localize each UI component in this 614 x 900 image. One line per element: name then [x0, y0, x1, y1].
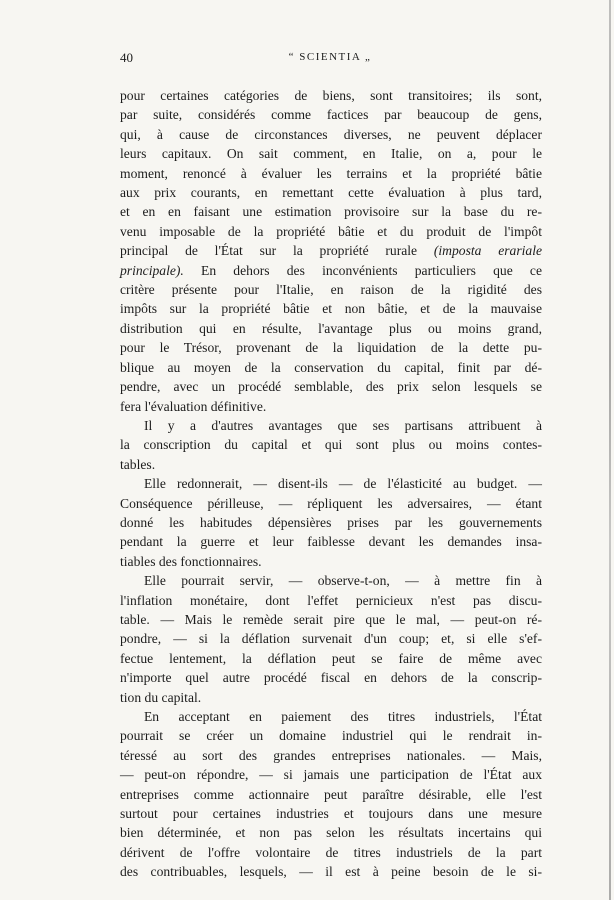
- text-line: distribution qui en résulte, l'avantage plus ou moins grand,: [120, 320, 542, 336]
- text-line: pendant la guerre et leur faiblesse devant les demandes insa-: [120, 534, 542, 550]
- text-line: leurs capitaux. On sait comment, en Italie, on a, pour le: [120, 146, 542, 162]
- text-line: n'importe quel autre procédé fiscal en dehors de la conscrip-: [120, 670, 542, 686]
- text-line: dérivent de l'offre volontaire de titres industriels de la part: [120, 844, 542, 860]
- paragraph-4: [120, 571, 542, 707]
- text-fragment: En dehors des inconvénients particuliers que ce: [201, 262, 542, 278]
- page-header: [120, 50, 540, 70]
- paragraph-5: [120, 707, 542, 882]
- text-line: et en en faisant une estimation provisoire sur la base du re-: [120, 204, 542, 220]
- text-line: donné les habitudes dépensières prises par les gouvernements: [120, 514, 542, 530]
- text-fragment: principal de l'État sur la propriété rurale: [120, 243, 418, 259]
- text-line: En acceptant en paiement des titres industriels, l'État: [144, 709, 542, 724]
- paragraph-2: [120, 416, 542, 474]
- text-line: tiables des fonctionnaires.: [120, 553, 262, 569]
- text-line: Elle pourrait servir, — observe-t-on, — à mettre fin à: [144, 573, 542, 589]
- text-line: la conscription du capital et qui sont plus ou moins contes-: [120, 437, 542, 453]
- text-line: pour certaines catégories de biens, sont transitoires; ils sont,: [120, 88, 542, 103]
- text-line: par suite, considérés comme factices par beaucoup de gens,: [120, 107, 542, 123]
- text-body: [120, 86, 542, 882]
- paragraph-3: [120, 474, 542, 571]
- text-line: surtout pour certaines industries et toujours dans une mesure: [120, 806, 542, 822]
- text-line: bien déterminée, et non pas selon les résultats incertains qui: [120, 825, 542, 841]
- text-line: Elle redonnerait, — disent-ils — de l'élasticité au budget. —: [144, 476, 542, 492]
- running-title: “ SCIENTIA „: [288, 51, 372, 63]
- text-line: tion du capital.: [120, 689, 202, 705]
- page-number: 40: [120, 50, 133, 65]
- scan-edge: [609, 0, 611, 900]
- text-line: qui, à cause de circonstances diverses, ne peuvent déplacer: [120, 126, 542, 142]
- text-line: aux prix courants, en remettant cette évaluation à plus tard,: [120, 185, 542, 201]
- text-line: Il y a d'autres avantages que ses partisans attribuent à: [144, 417, 542, 433]
- text-line: moment, renoncé à évaluer les terrains et la propriété bâtie: [120, 165, 542, 181]
- paragraph-1: [120, 86, 542, 416]
- text-line: pendre, avec un procédé semblable, des prix selon lesquels se: [120, 379, 542, 395]
- text-line: blique au moyen de la conservation du capital, finit par dé-: [120, 359, 542, 375]
- italic-term: principale).: [120, 262, 184, 278]
- text-line: [120, 241, 542, 260]
- text-line: entreprises comme actionnaire peut paraître désirable, elle l'est: [120, 786, 542, 802]
- text-line: Conséquence périlleuse, — répliquent les adversaires, — étant: [120, 495, 542, 511]
- text-line: pour le Trésor, provenant de la liquidation de la dette pu-: [120, 340, 542, 356]
- text-line: téressé au sort des grandes entreprises nationales. — Mais,: [120, 747, 542, 763]
- text-line: table. — Mais le remède serait pire que le mal, — peut-on ré-: [120, 611, 542, 627]
- text-line: fera l'évaluation définitive.: [120, 398, 267, 414]
- text-line: l'inflation monétaire, dont l'effet pernicieux n'est pas discu-: [120, 592, 542, 608]
- text-line: impôts sur la propriété bâtie et non bâtie, et de la mauvaise: [120, 301, 542, 317]
- text-line: des contribuables, lesquels, — il est à peine besoin de le si-: [120, 864, 542, 880]
- text-line: pondre, — si la déflation survenait d'un coup; et, si elle s'ef-: [120, 631, 542, 647]
- text-line: critère présente pour l'Italie, en raison de la rigidité des: [120, 282, 542, 298]
- text-line: fectue lentement, la déflation peut se faire de même avec: [120, 650, 542, 666]
- text-line: [120, 261, 542, 280]
- text-line: pourrait se créer un domaine industriel qui le rendrait in-: [120, 728, 542, 744]
- text-line: tables.: [120, 456, 156, 472]
- text-line: venu imposable de la propriété bâtie et du produit de l'impôt: [120, 223, 542, 239]
- text-line: — peut-on répondre, — si jamais une participation de l'État aux: [120, 767, 542, 783]
- italic-term: (imposta erariale: [433, 243, 543, 259]
